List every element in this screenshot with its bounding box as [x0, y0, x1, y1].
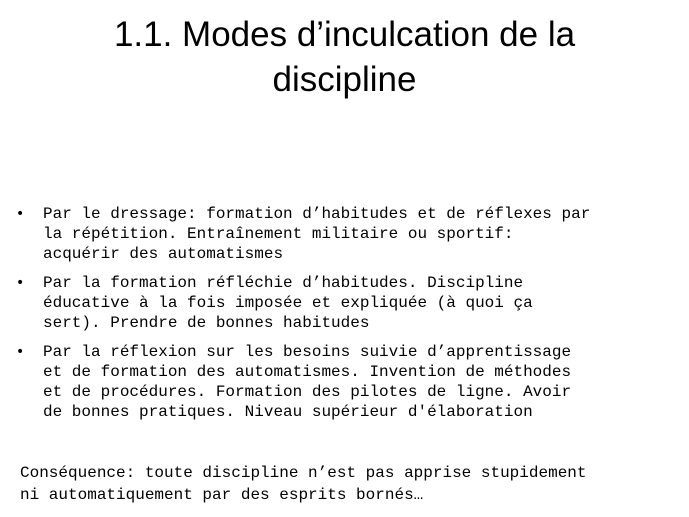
bullet-marker-icon: • [16, 275, 25, 291]
bullet-line: sert). Prendre de bonnes habitudes [43, 314, 370, 332]
conclusion-line-2: ni automatiquement par des esprits bornés… [20, 486, 424, 504]
conclusion-line-1: Conséquence: toute discipline n’est pas apprise stupidement [20, 464, 587, 482]
slide-title-line-1: 1.1. Modes d’inculcation de la [113, 15, 576, 54]
bullet-line: éducative à la fois imposée et expliquée (à quoi ça [43, 294, 533, 312]
bullet-line: la répétition. Entraînement militaire ou sportif: [43, 225, 514, 243]
bullet-list [16, 204, 676, 431]
bullet-line: Par la formation réfléchie d’habitudes. Discipline [43, 274, 524, 292]
bullet-marker-icon: • [16, 344, 25, 360]
bullet-item-formation-reflechie [16, 273, 676, 333]
bullet-item-dressage [16, 204, 676, 264]
bullet-line: de bonnes pratiques. Niveau supérieur d'élaboration [43, 403, 533, 421]
bullet-marker-icon: • [16, 206, 25, 222]
bullet-line: acquérir des automatismes [43, 245, 284, 263]
slide-title [40, 12, 649, 102]
slide-title-line-2: discipline [272, 60, 417, 99]
bullet-line: et de formation des automatismes. Invention de méthodes [43, 363, 572, 381]
bullet-line: et de procédures. Formation des pilotes de ligne. Avoir [43, 383, 572, 401]
bullet-item-reflexion [16, 342, 676, 422]
bullet-line: Par le dressage: formation d’habitudes et de réflexes par [43, 205, 591, 223]
conclusion-text [20, 462, 680, 506]
bullet-line: Par la réflexion sur les besoins suivie d’apprentissage [43, 343, 572, 361]
